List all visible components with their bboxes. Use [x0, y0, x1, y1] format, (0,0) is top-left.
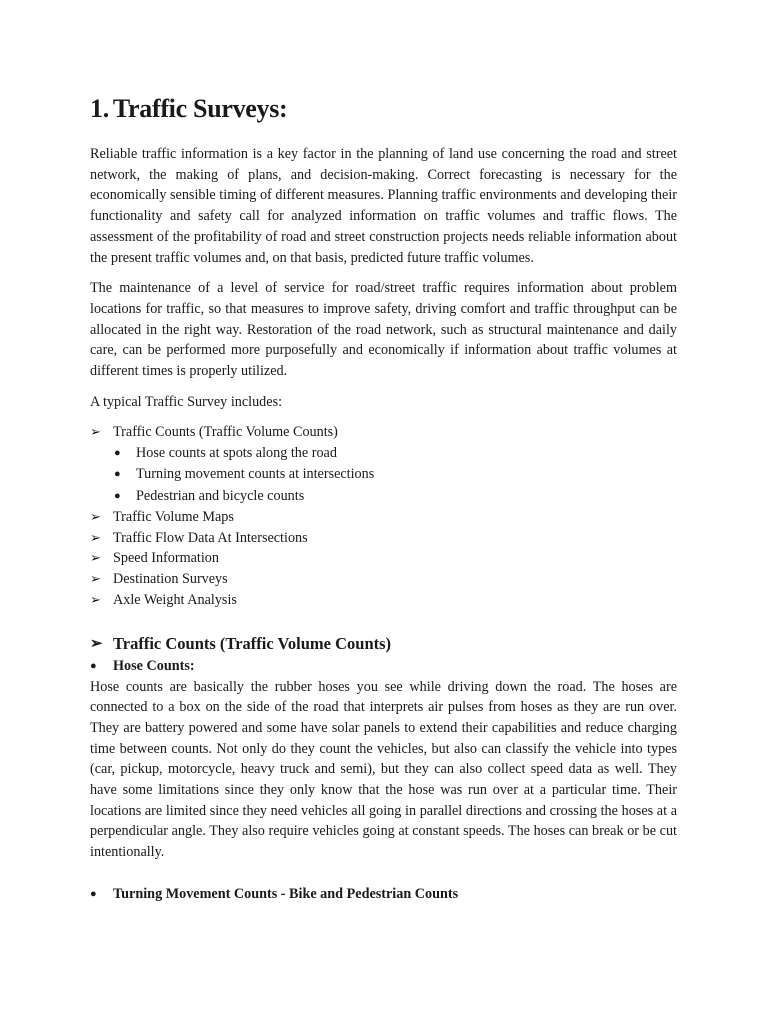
- list-item-label: Axle Weight Analysis: [113, 591, 237, 608]
- sub-list-item: [90, 443, 677, 464]
- survey-list: [90, 422, 677, 610]
- dot-bullet-icon: ●: [90, 659, 97, 672]
- section-heading: [90, 632, 677, 656]
- list-item-label: Traffic Counts (Traffic Volume Counts): [113, 424, 338, 441]
- heading-text: Traffic Surveys:: [112, 94, 288, 123]
- sub-list-item-label: Hose counts at spots along the road: [136, 445, 337, 462]
- list-item-label: Traffic Volume Maps: [113, 509, 234, 526]
- arrow-bullet-icon: ➢: [90, 529, 101, 545]
- list-item-label: Traffic Flow Data At Intersections: [113, 529, 308, 546]
- page-title: [90, 93, 677, 125]
- sub-list: [90, 443, 677, 507]
- dot-bullet-icon: ●: [114, 489, 121, 502]
- arrow-bullet-icon: ➢: [90, 635, 103, 652]
- heading-number: 1.: [90, 94, 109, 123]
- list-item: [90, 528, 677, 549]
- hose-counts-paragraph: Hose counts are basically the rubber hoses you see while driving down the road. The hoses are connected to a box on the side of the road that interprets air pulses from hoses as they are run over. They are battery powered and some have solar panels to extend their capabilities and reduce charging time between counts. Not only do they count the vehicles, but also can classify the vehicle into types (car, pickup, motorcycle, heavy truck and semi), but they can also collect speed data as well. They have some limitations since they only know that the hose was run over at a particular time. Their locations are limited since they need vehicles all going in parallel directions and crossing the hoses at a perpendicular angle. They also require vehicles going at constant speeds. The hoses can break or be cut intentionally.: [90, 678, 677, 861]
- dot-bullet-icon: ●: [114, 468, 121, 481]
- survey-includes-paragraph: A typical Traffic Survey includes:: [90, 393, 283, 410]
- list-item: [90, 590, 677, 611]
- sub-list-item-label: Turning movement counts at intersections: [136, 466, 375, 483]
- sub-list-item-label: Pedestrian and bicycle counts: [136, 487, 305, 504]
- arrow-bullet-icon: ➢: [90, 571, 101, 587]
- arrow-bullet-icon: ➢: [90, 591, 101, 607]
- hose-counts-heading: [90, 656, 677, 677]
- arrow-bullet-icon: ➢: [90, 509, 101, 525]
- maintenance-paragraph: The maintenance of a level of service for road/street traffic requires information about problem locations for traffic, so that measures to improve safety, driving comfort and traffic throughput can be allocated in the right way. Restoration of the road network, such as structural maintenance and daily care, can be performed more purposefully and economically if information about traffic volumes at different times is properly utilized.: [90, 280, 677, 380]
- list-item: [90, 569, 677, 590]
- list-item-label: Speed Information: [113, 550, 219, 567]
- arrow-bullet-icon: ➢: [90, 424, 101, 440]
- spacer: [90, 863, 677, 884]
- section-heading-label: Traffic Counts (Traffic Volume Counts): [113, 633, 392, 653]
- hose-counts-heading-label: Hose Counts:: [113, 657, 195, 674]
- list-item: [90, 422, 677, 507]
- intro-paragraph: Reliable traffic information is a key factor in the planning of land use concerning the road and street network, the making of plans, and decision-making. Correct forecasting is necessary for the economically sensible timing of different measures. Planning traffic environments and developing their functionality and safety call for analyzed information on traffic volumes and traffic flows. The assessment of the profitability of road and street construction projects needs reliable information about the present traffic volumes and, on that basis, predicted future traffic volumes.: [90, 146, 677, 266]
- arrow-bullet-icon: ➢: [90, 550, 101, 566]
- document-page: [90, 93, 677, 905]
- turning-movement-heading: [90, 884, 677, 905]
- sub-list-item: [90, 486, 677, 507]
- list-item: [90, 548, 677, 569]
- dot-bullet-icon: ●: [114, 447, 121, 460]
- list-item-label: Destination Surveys: [113, 571, 228, 588]
- dot-bullet-icon: ●: [90, 887, 97, 900]
- turning-movement-heading-label: Turning Movement Counts - Bike and Pedestrian Counts: [113, 885, 459, 902]
- sub-list-item: [90, 464, 677, 485]
- list-item: [90, 507, 677, 528]
